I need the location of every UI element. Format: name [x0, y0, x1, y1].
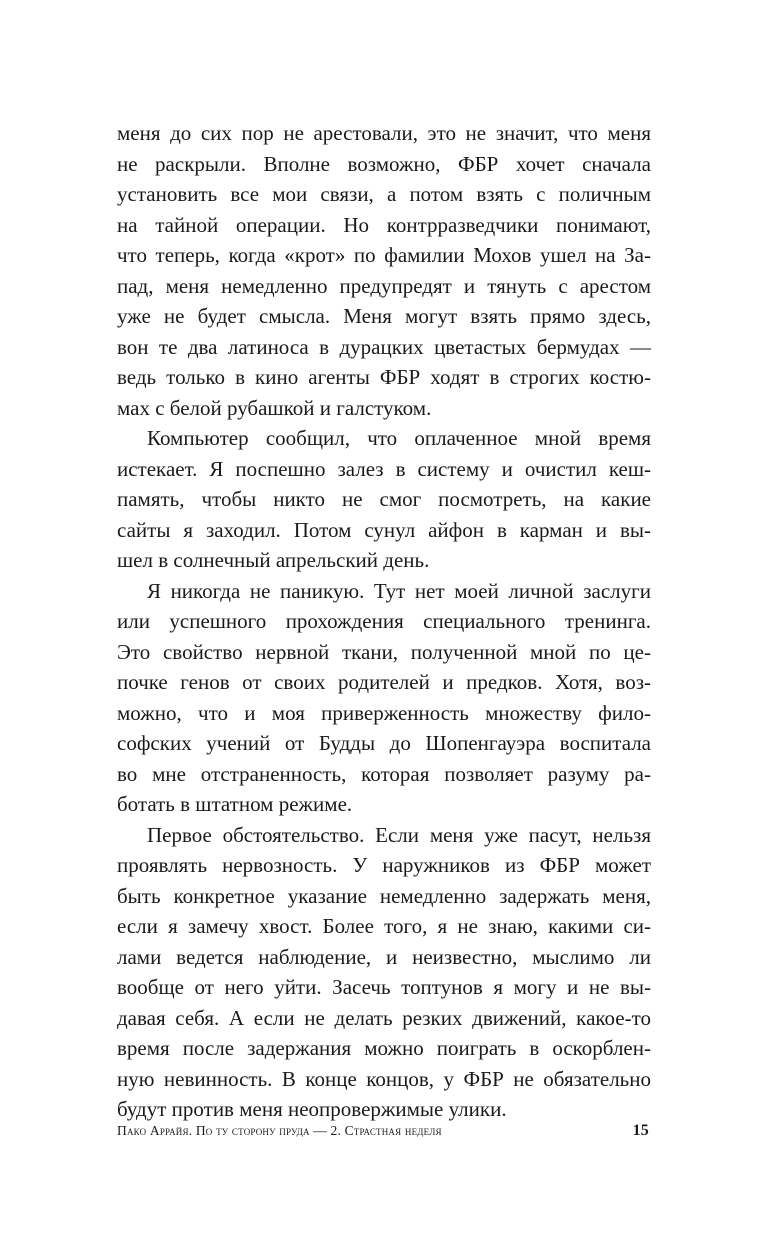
text-line: или успешного прохождения специального тренинга.: [117, 609, 651, 633]
text-line: ную невинность. В конце концов, у ФБР не обязательно: [117, 1066, 651, 1091]
text-line: что теперь, когда «крот» по фамилии Мохов ушел на За-: [117, 243, 651, 267]
text-line: если я замечу хвост. Более того, я не знаю, какими си-: [117, 914, 651, 938]
text-line: мах с белой рубашкой и галстуком.: [117, 395, 432, 420]
text-line: сайты я заходил. Потом сунул айфон в карман и вы-: [117, 517, 651, 542]
text-line: меня до сих пор не арестовали, это не значит, что меня: [117, 121, 651, 145]
text-line: вон те два латиноса в дурацких цветастых бермудах —: [117, 334, 651, 359]
text-line: быть конкретное указание немедленно задержать меня,: [117, 883, 651, 908]
text-line: Первое обстоятельство. Если меня уже пасут, нельзя: [147, 822, 651, 847]
text-line: проявлять нервозность. У наружников из ФБР может: [117, 853, 651, 877]
page-number: 15: [632, 1122, 649, 1139]
text-line: Компьютер сообщил, что оплаченное мной время: [147, 426, 651, 450]
text-line: почке генов от своих родителей и предков. Хотя, воз-: [117, 670, 651, 694]
text-line: уже не будет смысла. Меня могут взять прямо здесь,: [117, 304, 651, 328]
body-text: [117, 118, 651, 1125]
text-line: можно, что и моя приверженность множеству фило-: [117, 700, 651, 725]
text-line: не раскрыли. Вполне возможно, ФБР хочет сначала: [117, 151, 651, 176]
text-line: Я никогда не паникую. Тут нет моей личной заслуги: [147, 578, 651, 603]
text-line: Это свойство нервной ткани, полученной мной по це-: [117, 639, 651, 664]
text-line: ведь только в кино агенты ФБР ходят в строгих костю-: [117, 365, 651, 389]
text-line: вообще от него уйти. Засечь топтунов я могу и не вы-: [117, 975, 651, 999]
text-line: лами ведется наблюдение, и неизвестно, мыслимо ли: [117, 944, 651, 969]
text-line: давая себя. А если не делать резких движений, какое-то: [117, 1005, 651, 1030]
page-footer: [117, 1120, 651, 1142]
text-line: шел в солнечный апрельский день.: [117, 548, 430, 572]
text-line: на тайной операции. Но контрразведчики понимают,: [117, 212, 651, 237]
text-line: будут против меня неопровержимые улики.: [117, 1097, 507, 1121]
text-line: во мне отстраненность, которая позволяет разуму ра-: [117, 761, 651, 786]
text-line: ботать в штатном режиме.: [117, 792, 353, 816]
text-line: время после задержания можно поиграть в оскорблен-: [117, 1036, 651, 1060]
text-line: пад, меня немедленно предупредят и тянуть с арестом: [117, 273, 651, 298]
text-line: софских учений от Будды до Шопенгауэра воспитала: [117, 731, 651, 755]
running-title: Пако Аррайя. По ту сторону пруда — 2. Страстная неделя: [117, 1123, 442, 1138]
text-line: память, чтобы никто не смог посмотреть, на какие: [117, 487, 651, 511]
text-line: установить все мои связи, а потом взять с поличным: [117, 182, 651, 206]
text-line: истекает. Я поспешно залез в систему и очистил кеш-: [117, 456, 651, 481]
